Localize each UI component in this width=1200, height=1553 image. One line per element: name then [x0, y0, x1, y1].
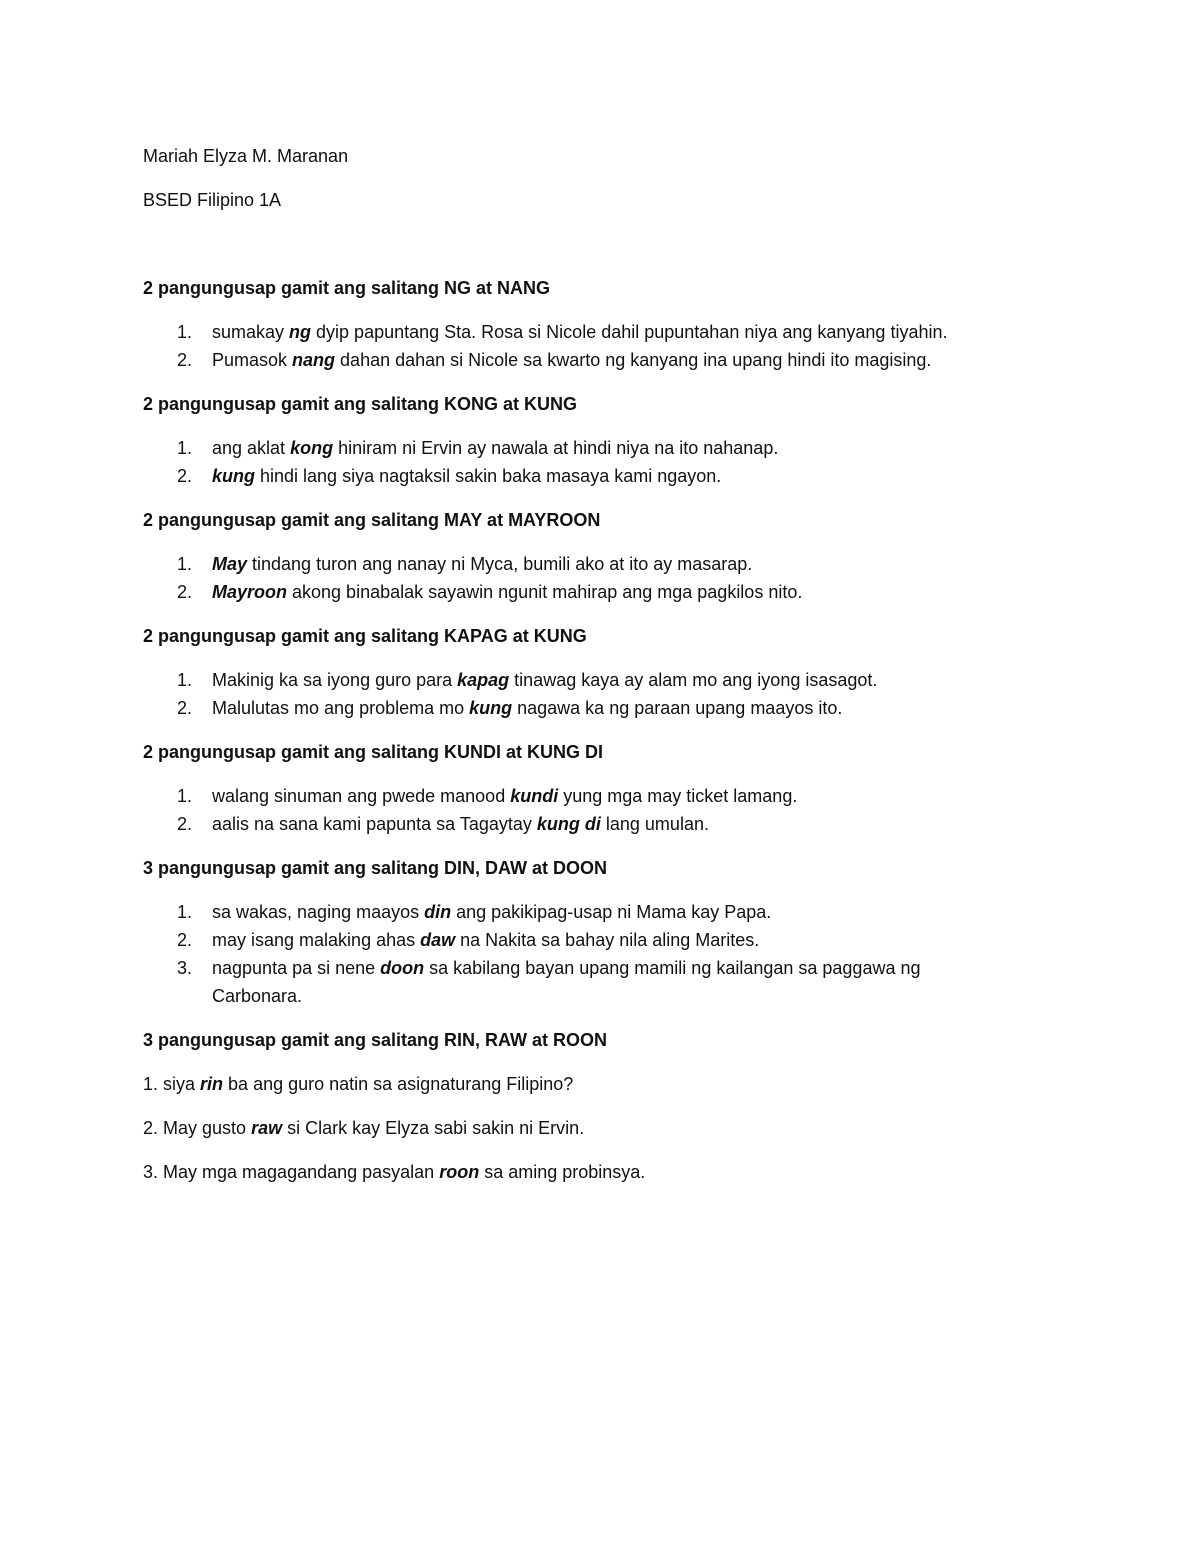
- sentence-before: Makinig ka sa iyong guro para: [212, 670, 458, 690]
- list-item: [143, 954, 1043, 1010]
- list-item: [143, 550, 1043, 578]
- list-item: [143, 898, 1043, 926]
- list-number: 1.: [177, 670, 193, 690]
- sentence-before: nagpunta pa si nene: [212, 958, 381, 978]
- list-item: [143, 318, 1043, 346]
- author-name: Mariah Elyza M. Maranan: [143, 146, 349, 166]
- list-item: [143, 810, 1043, 838]
- list-number: 2.: [177, 582, 193, 602]
- list-number: 2.: [177, 930, 193, 950]
- list-number: 2.: [177, 814, 193, 834]
- sentence-text: [212, 554, 752, 574]
- sentence-after: nagawa ka ng paraan upang maayos ito.: [512, 698, 843, 718]
- paragraph-number: 3.: [143, 1162, 159, 1182]
- sentence-list: [143, 782, 1043, 838]
- list-item: [143, 666, 1043, 694]
- sentence-text: [212, 698, 842, 718]
- sentence-text: [212, 322, 947, 342]
- list-number: 3.: [177, 958, 193, 978]
- sentence-text: [212, 902, 771, 922]
- sentence-before: May mga magagandang pasyalan: [158, 1162, 440, 1182]
- section-heading: 2 pangungusap gamit ang salitang MAY at MAYROON: [143, 510, 601, 530]
- sentence-text: [212, 350, 931, 370]
- sentence-text: [212, 582, 802, 602]
- sentence-after: lang umulan.: [600, 814, 709, 834]
- sentence-after: dahan dahan si Nicole sa kwarto ng kanyang ina upang hindi ito magising.: [335, 350, 932, 370]
- sentence-after: tinawag kaya ay alam mo ang iyong isasagot.: [509, 670, 878, 690]
- keyword: raw: [251, 1118, 283, 1138]
- keyword: ng: [289, 322, 312, 342]
- sentence-after: ang pakikipag-usap ni Mama kay Papa.: [451, 902, 772, 922]
- list-number: 2.: [177, 350, 193, 370]
- document-page: [143, 142, 1043, 1202]
- list-number: 1.: [177, 322, 193, 342]
- keyword: kung: [212, 466, 255, 486]
- sentence-text: [212, 930, 759, 950]
- section-heading: 2 pangungusap gamit ang salitang KAPAG at KUNG: [143, 626, 587, 646]
- list-item: [143, 694, 1043, 722]
- sentence-before: siya: [158, 1074, 201, 1094]
- keyword: May: [212, 554, 248, 574]
- sentence-after: hiniram ni Ervin ay nawala at hindi niya na ito nahanap.: [333, 438, 779, 458]
- sections-container: [143, 274, 1043, 1186]
- list-item: [143, 462, 1043, 490]
- sentence-after: yung mga may ticket lamang.: [558, 786, 798, 806]
- section-heading: 2 pangungusap gamit ang salitang KONG at KUNG: [143, 394, 578, 414]
- sentence-before: walang sinuman ang pwede manood: [212, 786, 511, 806]
- list-number: 1.: [177, 902, 193, 922]
- sentence-list: [143, 898, 1043, 1010]
- keyword: doon: [380, 958, 425, 978]
- sentence-before: may isang malaking ahas: [212, 930, 421, 950]
- list-number: 1.: [177, 786, 193, 806]
- list-item: [143, 926, 1043, 954]
- section-heading: 2 pangungusap gamit ang salitang KUNDI at KUNG DI: [143, 742, 604, 762]
- keyword: nang: [292, 350, 336, 370]
- keyword: kung di: [536, 814, 601, 834]
- list-number: 1.: [177, 554, 193, 574]
- sentence-text: [212, 466, 721, 486]
- sentence-list: [143, 434, 1043, 490]
- keyword: din: [424, 902, 452, 922]
- list-item: [143, 434, 1043, 462]
- sentence-list: [143, 318, 1043, 374]
- sentence-before: Malulutas mo ang problema mo: [212, 698, 470, 718]
- sentence-text: [212, 814, 709, 834]
- keyword: Mayroon: [212, 582, 288, 602]
- paragraph-number: 2.: [143, 1118, 159, 1138]
- sentence-after: hindi lang siya nagtaksil sakin baka masaya kami ngayon.: [255, 466, 722, 486]
- keyword: roon: [439, 1162, 480, 1182]
- sentence-text: [212, 954, 992, 1010]
- keyword: kundi: [510, 786, 559, 806]
- numbered-paragraph: [143, 1070, 1043, 1098]
- sentence-after: sa kabilang bayan upang mamili ng kailangan sa paggawa ng Carbonara.: [212, 958, 921, 1006]
- sentence-before: ang aklat: [212, 438, 291, 458]
- sentence-after: ba ang guro natin sa asignaturang Filipino?: [223, 1074, 574, 1094]
- sentence-before: Pumasok: [212, 350, 293, 370]
- sentence-before: sa wakas, naging maayos: [212, 902, 425, 922]
- list-item: [143, 346, 1043, 374]
- paragraph-number: 1.: [143, 1074, 159, 1094]
- sentence-after: si Clark kay Elyza sabi sakin ni Ervin.: [282, 1118, 585, 1138]
- sentence-text: [212, 438, 778, 458]
- sentence-before: sumakay: [212, 322, 290, 342]
- keyword: kapag: [457, 670, 510, 690]
- section-heading: 2 pangungusap gamit ang salitang NG at NANG: [143, 278, 551, 298]
- sentence-before: aalis na sana kami papunta sa Tagaytay: [212, 814, 537, 834]
- list-item: [143, 782, 1043, 810]
- sentence-after: akong binabalak sayawin ngunit mahirap ang mga pagkilos nito.: [287, 582, 803, 602]
- keyword: kung: [469, 698, 513, 718]
- sentence-before: May gusto: [158, 1118, 252, 1138]
- sentence-list: [143, 666, 1043, 722]
- list-number: 2.: [177, 466, 193, 486]
- sentence-after: na Nakita sa bahay nila aling Marites.: [455, 930, 760, 950]
- course-label: BSED Filipino 1A: [143, 190, 282, 210]
- keyword: kong: [290, 438, 334, 458]
- list-number: 2.: [177, 698, 193, 718]
- numbered-paragraph: [143, 1114, 1043, 1142]
- keyword: daw: [420, 930, 456, 950]
- sentence-text: [212, 786, 797, 806]
- sentence-after: dyip papuntang Sta. Rosa si Nicole dahil pupuntahan niya ang kanyang tiyahin.: [311, 322, 948, 342]
- section-heading: 3 pangungusap gamit ang salitang RIN, RAW at ROON: [143, 1030, 608, 1050]
- list-number: 1.: [177, 438, 193, 458]
- section-heading: 3 pangungusap gamit ang salitang DIN, DAW at DOON: [143, 858, 608, 878]
- sentence-after: sa aming probinsya.: [479, 1162, 646, 1182]
- numbered-paragraph: [143, 1158, 1043, 1186]
- sentence-list: [143, 550, 1043, 606]
- sentence-text: [212, 670, 877, 690]
- sentence-after: tindang turon ang nanay ni Myca, bumili ako at ito ay masarap.: [247, 554, 753, 574]
- keyword: rin: [200, 1074, 224, 1094]
- list-item: [143, 578, 1043, 606]
